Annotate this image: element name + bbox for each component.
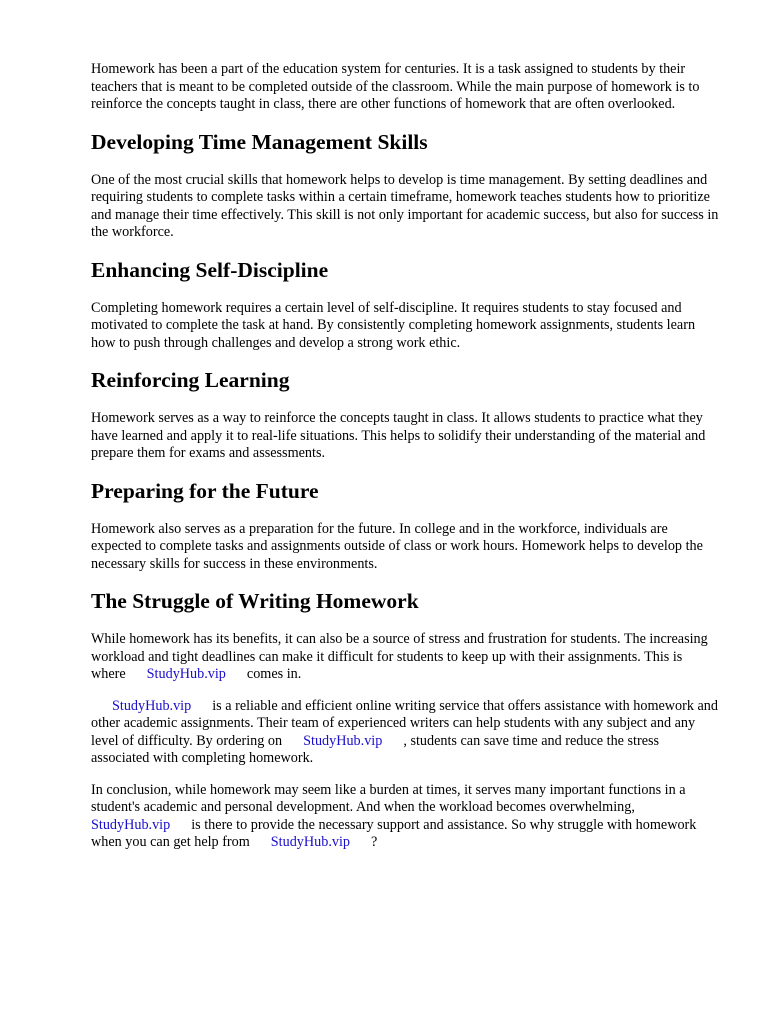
heading-preparing-future: Preparing for the Future: [91, 478, 319, 503]
struggle-text-2: comes in.: [246, 666, 302, 682]
heading-self-discipline: Enhancing Self-Discipline: [91, 257, 329, 282]
heading-reinforcing-learning: Reinforcing Learning: [91, 368, 290, 392]
struggle-text-4: , students can save time and reduce the stress associated with completing homework.: [91, 732, 660, 766]
paragraph-struggle-2: [91, 698, 720, 768]
conclusion-text-3: ?: [371, 834, 378, 850]
paragraph-struggle-1: [91, 631, 720, 684]
studyhub-link[interactable]: StudyHub.vip: [303, 732, 383, 749]
heading-time-management: Developing Time Management Skills: [91, 129, 428, 154]
paragraph-preparing-future: Homework also serves as a preparation for the future. In college and in the workforce, individuals are expected to complete tasks and assignments outside of class or work hours. Homework helps to develop the necessary skills for success in these environments.: [91, 520, 703, 572]
conclusion-text-1: In conclusion, while homework may seem like a burden at times, it serves many important functions in a student's academic and personal development. And when the workload becomes overwhelming,: [91, 781, 686, 815]
intro-paragraph: Homework has been a part of the education system for centuries. It is a task assigned to students by their teachers that is meant to be completed outside of the classroom. While the main purpose of homework is to reinforce the concepts taught in class, there are other functions of homework that are often overlooked.: [91, 61, 700, 112]
struggle-text-3: is a reliable and efficient online writing service that offers assistance with homework and other academic assignments. Their team of experienced writers can help students with any subject and any level of difficulty. By ordering on: [91, 697, 718, 749]
paragraph-reinforcing-learning: Homework serves as a way to reinforce the concepts taught in class. It allows students to practice what they have learned and apply it to real-life situations. This helps to solidify their understanding of the material and prepare them for exams and assessments.: [91, 410, 706, 461]
paragraph-conclusion: [91, 782, 720, 852]
heading-struggle: The Struggle of Writing Homework: [91, 589, 419, 613]
studyhub-link[interactable]: StudyHub.vip: [146, 666, 226, 682]
conclusion-text-2: is there to provide the necessary support and assistance. So why struggle with homework when you can get help from: [91, 816, 697, 850]
studyhub-link[interactable]: StudyHub.vip: [112, 697, 192, 714]
studyhub-link[interactable]: StudyHub.vip: [270, 834, 351, 850]
paragraph-self-discipline: Completing homework requires a certain level of self-discipline. It requires students to stay focused and motivated to complete the task at hand. By consistently completing homework assignments, students learn how to push through challenges and develop a strong work ethic.: [91, 299, 696, 351]
struggle-text-1: While homework has its benefits, it can also be a source of stress and frustration for students. The increasing workload and tight deadlines can make it difficult for students to keep up with their assignments. This is where: [91, 631, 708, 682]
studyhub-link[interactable]: StudyHub.vip: [91, 816, 171, 833]
paragraph-time-management: One of the most crucial skills that homework helps to develop is time management. By setting deadlines and requiring students to complete tasks within a certain timeframe, homework teaches students how to prioritize and manage their time effectively. This skill is not only important for academic success, but also for success in the workforce.: [91, 171, 719, 240]
